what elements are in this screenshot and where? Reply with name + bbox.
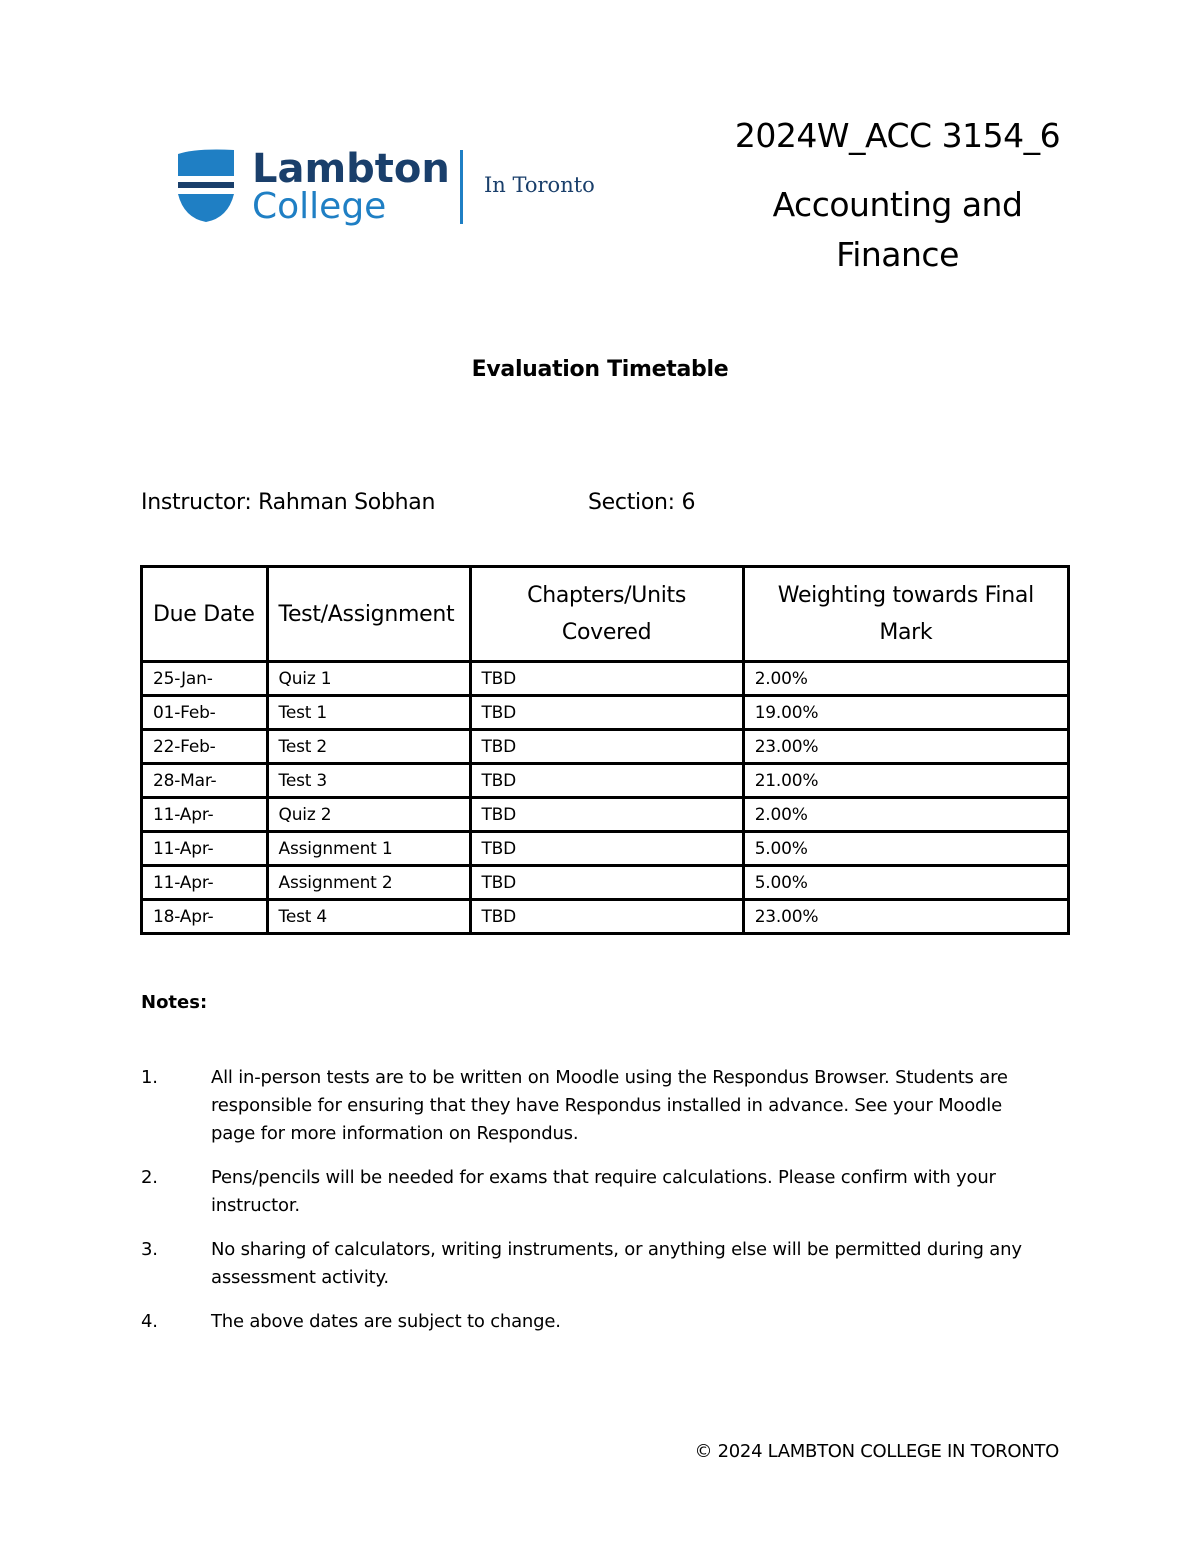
chapters-cell: TBD [470,696,743,730]
page-title: Evaluation Timetable [471,357,729,382]
weighting-cell: 2.00% [743,798,1068,832]
assessment-cell: Test 1 [267,696,470,730]
column-header-weighting: Weighting towards Final Mark [743,567,1068,662]
due-date-cell: 11-Apr- [142,798,268,832]
list-item [141,1308,1051,1336]
assessment-cell: Test 3 [267,764,470,798]
weighting-cell: 2.00% [743,662,1068,696]
column-header-due-date: Due Date [142,567,268,662]
list-item [141,1164,1051,1220]
shield-icon [178,150,234,223]
assessment-cell: Test 2 [267,730,470,764]
note-text: The above dates are subject to change. [211,1311,561,1332]
chapters-cell: TBD [470,764,743,798]
table-header-row [142,567,1069,662]
note-number: 3. [141,1239,158,1260]
due-date-cell: 11-Apr- [142,866,268,900]
assessment-cell: Test 4 [267,900,470,934]
logo-wordmark-college: College [252,186,387,227]
table-row [142,900,1069,934]
weighting-cell: 21.00% [743,764,1068,798]
chapters-cell: TBD [470,866,743,900]
weighting-cell: 5.00% [743,832,1068,866]
weighting-cell: 5.00% [743,866,1068,900]
note-text: No sharing of calculators, writing instruments, or anything else will be permitted during any assessment activity. [211,1239,1022,1288]
logo-tagline: In Toronto [484,173,595,197]
due-date-cell: 25-Jan- [142,662,268,696]
chapters-cell: TBD [470,798,743,832]
notes-heading: Notes: [141,992,208,1013]
assessment-cell: Assignment 1 [267,832,470,866]
copyright-footer: © 2024 LAMBTON COLLEGE IN TORONTO [694,1441,1059,1462]
assessment-cell: Quiz 2 [267,798,470,832]
column-header-chapters: Chapters/Units Covered [470,567,743,662]
course-name-line2: Finance [836,235,959,274]
due-date-cell: 28-Mar- [142,764,268,798]
course-name-line1: Accounting and [772,185,1023,224]
assessment-cell: Assignment 2 [267,866,470,900]
chapters-cell: TBD [470,730,743,764]
table-row [142,866,1069,900]
note-text: All in-person tests are to be written on Moodle using the Respondus Browser. Students are responsible for ensuring that they have Respondus installed in advance. See your Moodle page for more information on Respondus. [211,1067,1008,1144]
logo-wordmark-lambton: Lambton [252,146,450,192]
note-number: 1. [141,1067,158,1088]
note-number: 2. [141,1167,158,1188]
instructor-info: Instructor: Rahman Sobhan [141,490,436,515]
note-number: 4. [141,1311,158,1332]
logo-divider [460,150,463,224]
weighting-cell: 19.00% [743,696,1068,730]
due-date-cell: 18-Apr- [142,900,268,934]
table-row [142,764,1069,798]
table-row [142,832,1069,866]
lambton-college-logo [176,146,596,228]
section-info: Section: 6 [588,490,696,515]
assessment-cell: Quiz 1 [267,662,470,696]
table-row [142,798,1069,832]
table-row [142,662,1069,696]
due-date-cell: 01-Feb- [142,696,268,730]
table-row [142,696,1069,730]
list-item [141,1064,1051,1148]
course-code: 2024W_ACC 3154_6 [734,116,1061,155]
due-date-cell: 11-Apr- [142,832,268,866]
weighting-cell: 23.00% [743,900,1068,934]
evaluation-table [140,565,1070,935]
column-header-test-assignment: Test/Assignment [267,567,470,662]
notes-list [141,1064,1051,1352]
due-date-cell: 22-Feb- [142,730,268,764]
list-item [141,1236,1051,1292]
note-text: Pens/pencils will be needed for exams that require calculations. Please confirm with your instructor. [211,1167,996,1216]
table-row [142,730,1069,764]
chapters-cell: TBD [470,832,743,866]
weighting-cell: 23.00% [743,730,1068,764]
chapters-cell: TBD [470,662,743,696]
chapters-cell: TBD [470,900,743,934]
course-name [700,180,1095,280]
